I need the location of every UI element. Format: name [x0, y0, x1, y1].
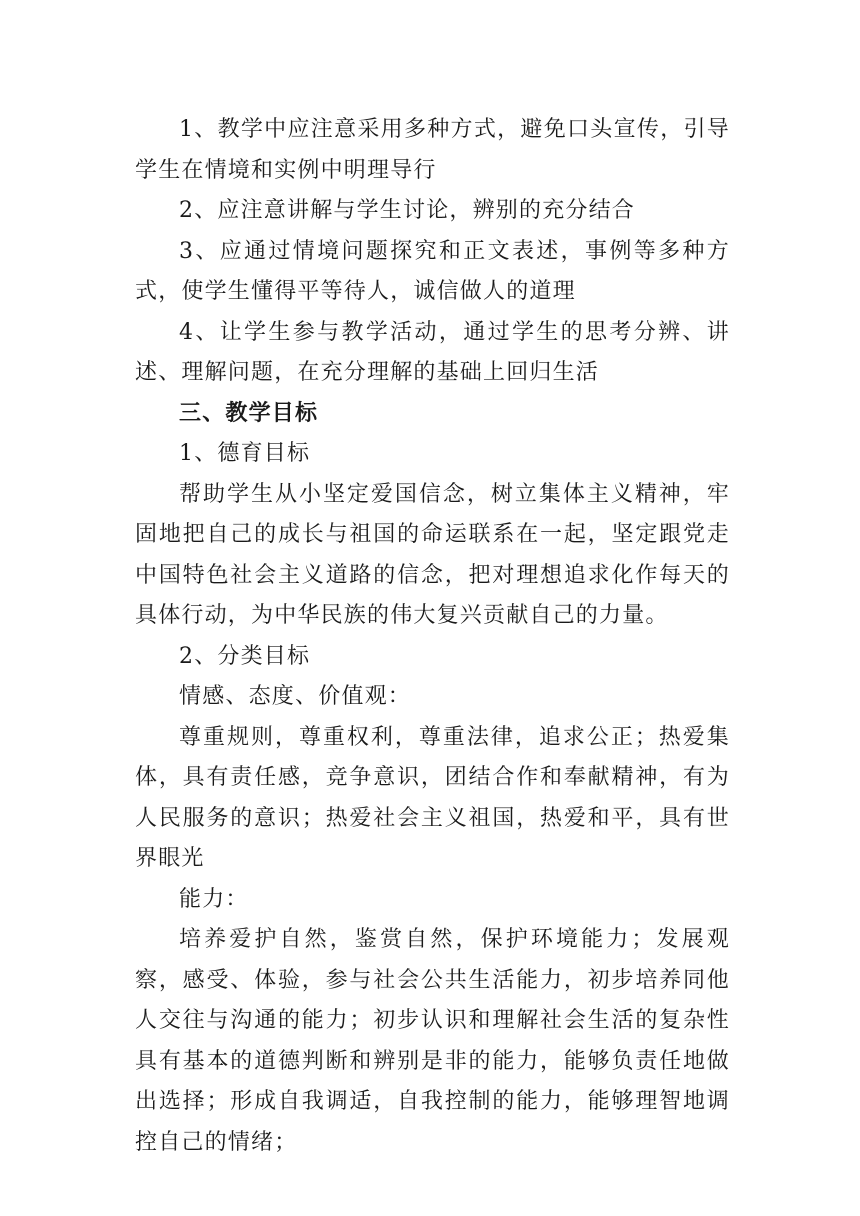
- emotion-attitude-values-text: 尊重规则，尊重权利，尊重法律，追求公正；热爱集体，具有责任感，竞争意识，团结合作和奉献精神，有为人民服务的意识；热爱社会主义祖国，热爱和平，具有世界眼光: [135, 724, 730, 871]
- document-body: [135, 110, 730, 1163]
- subheading-category-goals: 2、分类目标: [179, 643, 311, 669]
- section-heading-teaching-goals: 三、教学目标: [179, 400, 319, 426]
- label-emotion-attitude-values: 情感、态度、价值观：: [179, 684, 412, 709]
- teaching-method-item-3: 3、应通过情境问题探究和正文表述，事例等多种方式，使学生懂得平等待人，诚信做人的道理: [135, 238, 730, 304]
- subheading-moral-goal: 1、德育目标: [179, 441, 311, 466]
- teaching-method-item-2: 2、应注意讲解与学生讨论，辨别的充分结合: [179, 198, 635, 223]
- label-ability: 能力：: [179, 886, 249, 912]
- ability-text: 培养爱护自然，鉴赏自然，保护环境能力；发展观察，感受、体验，参与社会公共生活能力，初步培养同他人交往与沟通的能力；初步认识和理解社会生活的复杂性具有基本的道德判断和辨别是非的能力，能够负责任地做出选择；形成自我调适，自我控制的能力，能够理智地调控自己的情绪；: [135, 927, 730, 1155]
- teaching-method-item-4: 4、让学生参与教学活动，通过学生的思考分辨、讲述、理解问题，在充分理解的基础上回归生活: [135, 319, 730, 385]
- teaching-method-item-1: 1、教学中应注意采用多种方式，避免口头宣传，引导学生在情境和实例中明理导行: [135, 117, 730, 183]
- moral-goal-text: 帮助学生从小坚定爱国信念，树立集体主义精神，牢固地把自己的成长与祖国的命运联系在一起，坚定跟党走中国特色社会主义道路的信念，把对理想追求化作每天的具体行动，为中华民族的伟大复兴贡献自己的力量。: [135, 481, 730, 628]
